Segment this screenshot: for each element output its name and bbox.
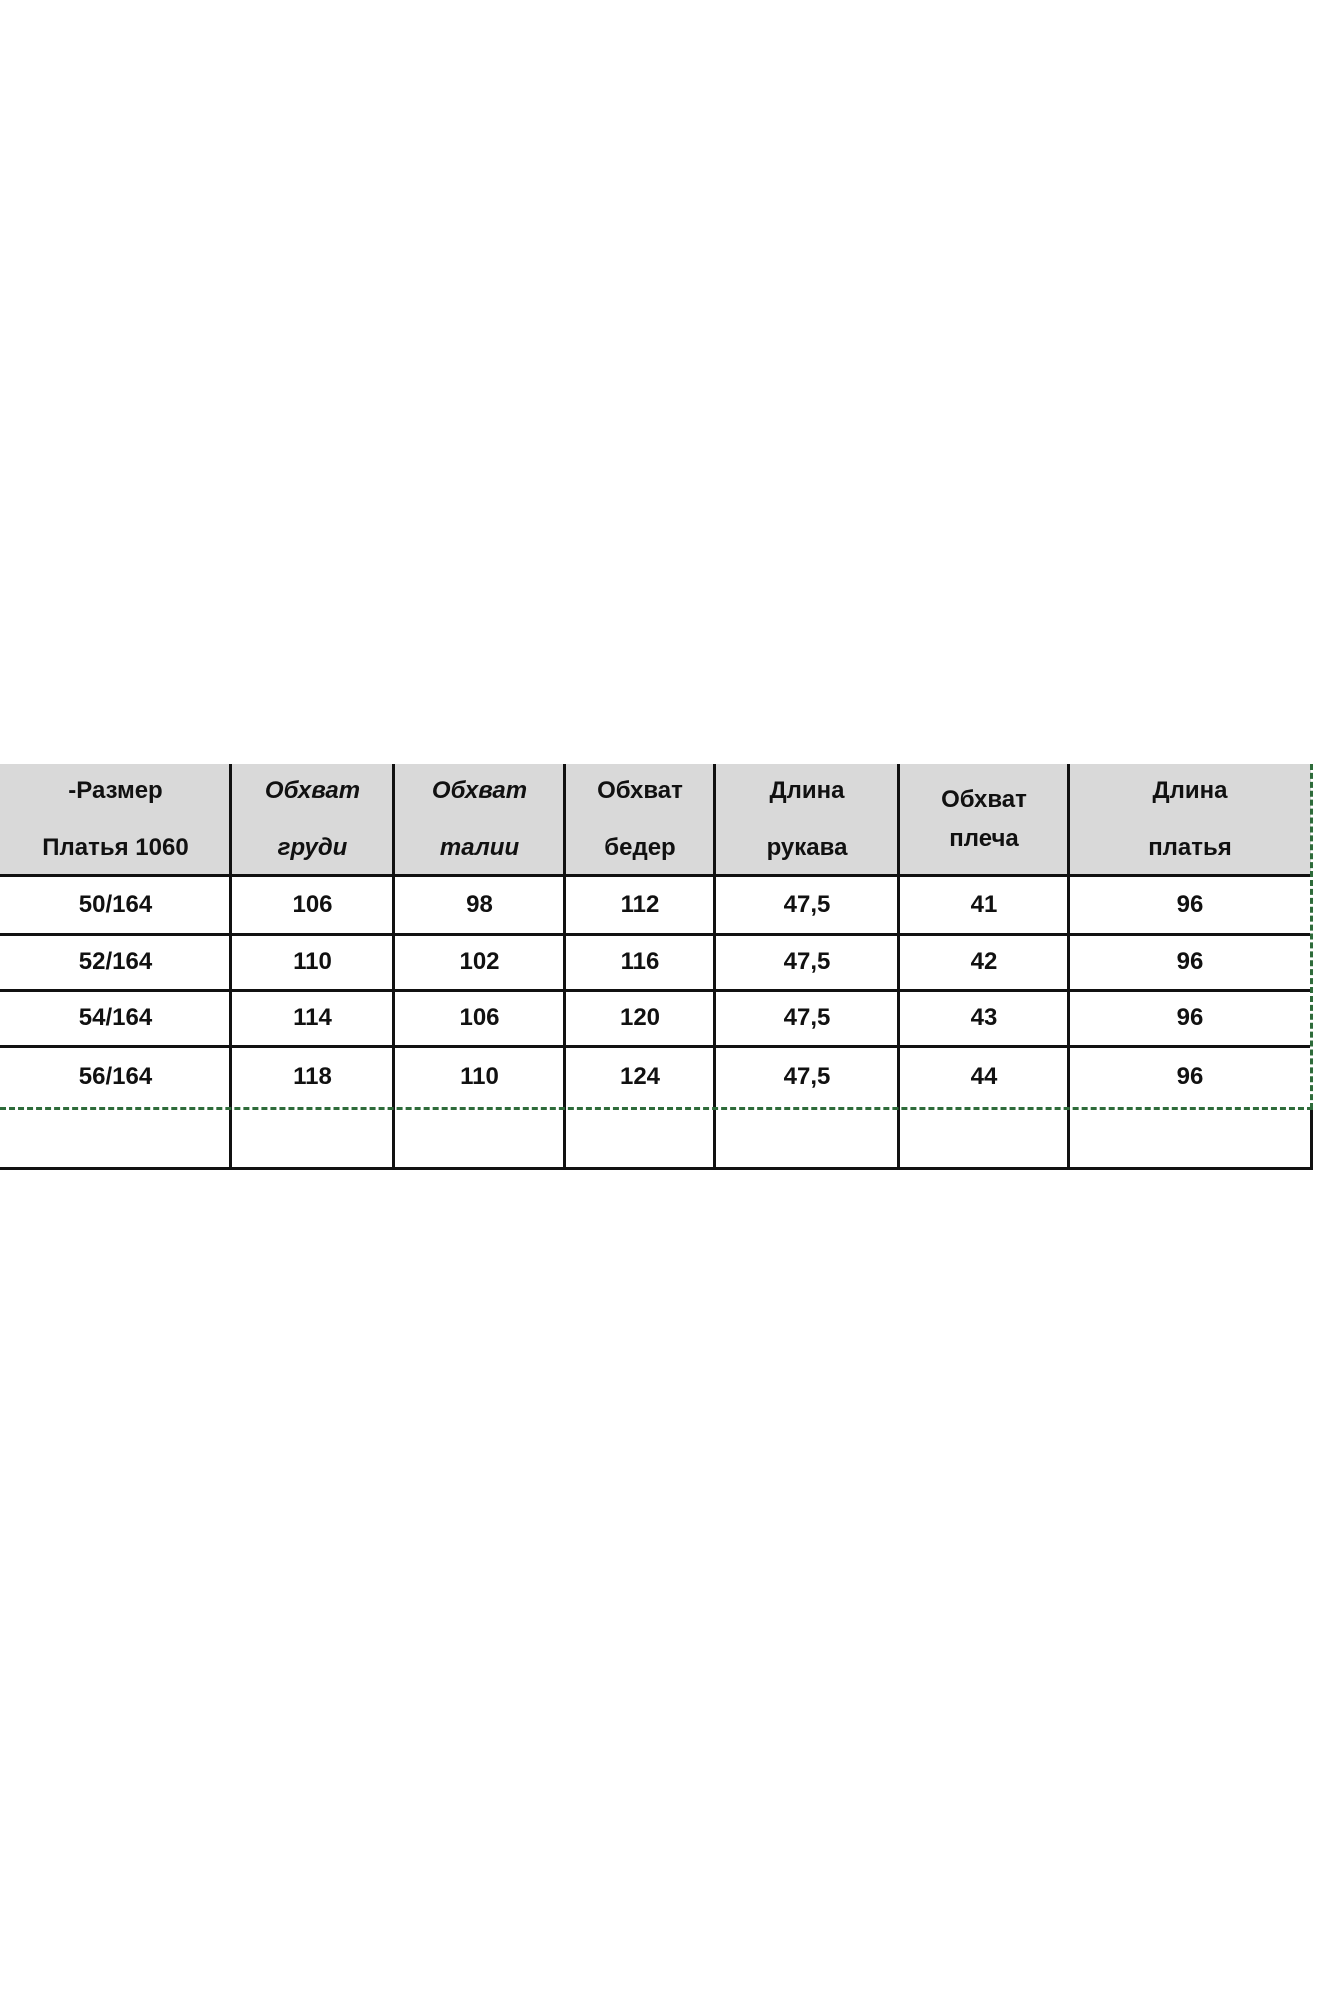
table-cell: 98 — [466, 890, 493, 918]
table-cell: 47,5 — [783, 890, 831, 918]
header-dress-length: Длина платья — [1069, 764, 1311, 875]
table-cell: 112 — [620, 890, 660, 918]
table-cell: 102 — [459, 948, 500, 975]
table-cell: 124 — [619, 1062, 661, 1090]
table-cell: 96 — [1176, 948, 1204, 975]
table-cell: 52/164 — [78, 948, 153, 975]
table-cell: 96 — [1176, 890, 1204, 918]
header-shoulder: Обхват плеча — [899, 764, 1069, 875]
table-cell: 116 — [620, 948, 660, 975]
print-area-boundary — [0, 1107, 1313, 1110]
table-cell: 110 — [293, 948, 332, 975]
table-cell: 43 — [970, 1004, 998, 1031]
table-cell: 54/164 — [78, 1004, 153, 1031]
header-sleeve-length: Длина рукава — [715, 764, 899, 875]
table-bottom-border — [0, 1167, 1313, 1170]
table-cell: 118 — [293, 1062, 332, 1090]
table-cell: 56/164 — [78, 1062, 153, 1090]
table-cell: 110 — [460, 1062, 499, 1090]
header-chest: Обхват груди — [231, 764, 394, 875]
table-cell: 106 — [459, 1004, 500, 1031]
table-cell: 44 — [970, 1062, 998, 1090]
table-right-border — [1310, 1109, 1313, 1170]
print-area-boundary — [1310, 764, 1313, 1109]
table-cell: 50/164 — [78, 890, 153, 918]
table-cell: 47,5 — [783, 1062, 831, 1090]
size-chart-table — [0, 764, 1313, 1170]
row-divider — [0, 874, 1310, 877]
row-divider — [0, 933, 1310, 936]
row-divider — [0, 1045, 1310, 1048]
table-cell: 96 — [1176, 1062, 1204, 1090]
table-cell: 42 — [970, 948, 998, 975]
table-cell: 120 — [619, 1004, 661, 1031]
row-divider — [0, 989, 1310, 992]
header-hips: Обхват бедер — [565, 764, 715, 875]
table-cell: 96 — [1176, 1004, 1204, 1031]
table-cell: 114 — [293, 1004, 332, 1031]
table-cell: 106 — [292, 890, 333, 918]
table-cell: 47,5 — [783, 1004, 831, 1031]
header-waist: Обхват талии — [394, 764, 565, 875]
table-cell: 47,5 — [783, 948, 831, 975]
header-size: -Размер Платья 1060 — [0, 764, 231, 875]
table-cell: 41 — [970, 890, 998, 918]
